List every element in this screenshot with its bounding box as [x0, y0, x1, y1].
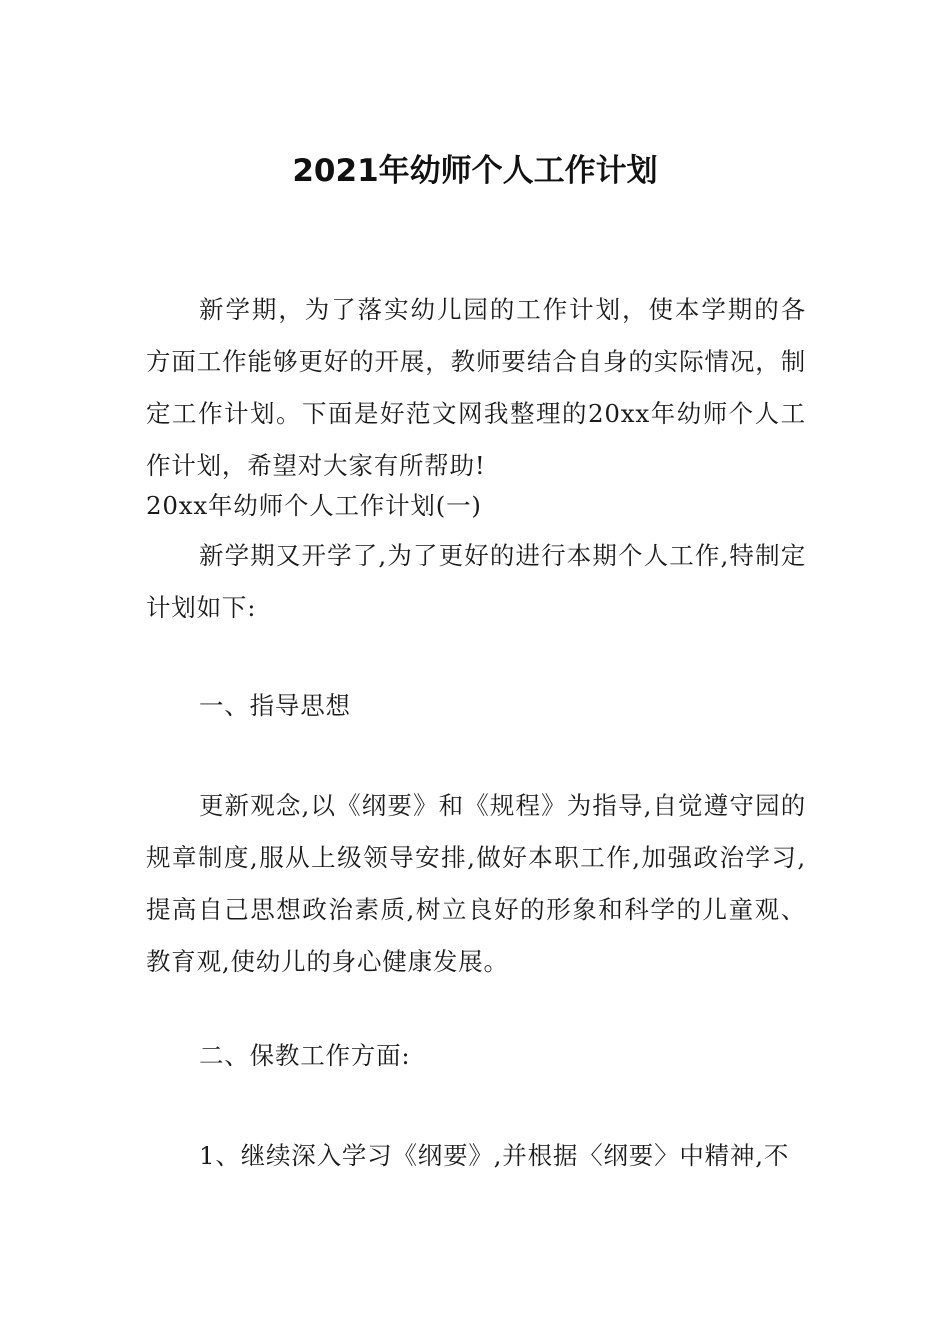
- section-heading-care-education: 二、保教工作方面:: [199, 1041, 411, 1070]
- page-title: 2021年幼师个人工作计划: [292, 152, 658, 189]
- intro-paragraph: 新学期，为了落实幼儿园的工作计划，使本学期的各方面工作能够更好的开展，教师要结合自身的实际情况，制定工作计划。下面是好范文网我整理的20xx年幼师个人工作计划，希望对大家有所帮助!: [146, 295, 806, 480]
- plan-subheading: 20xx年幼师个人工作计划(一): [146, 491, 482, 520]
- section-heading-guiding-ideology: 一、指导思想: [199, 691, 351, 720]
- opening-paragraph: 新学期又开学了,为了更好的进行本期个人工作,特制定计划如下:: [146, 541, 806, 622]
- list-item: 1、继续深入学习《纲要》,并根据〈纲要〉中精神,不: [199, 1141, 790, 1170]
- guiding-ideology-paragraph: 更新观念,以《纲要》和《规程》为指导,自觉遵守园的规章制度,服从上级领导安排,做好本职工作,加强政治学习,提高自己思想政治素质,树立良好的形象和科学的儿童观、教育观,使幼儿的身心健康发展。: [146, 791, 806, 976]
